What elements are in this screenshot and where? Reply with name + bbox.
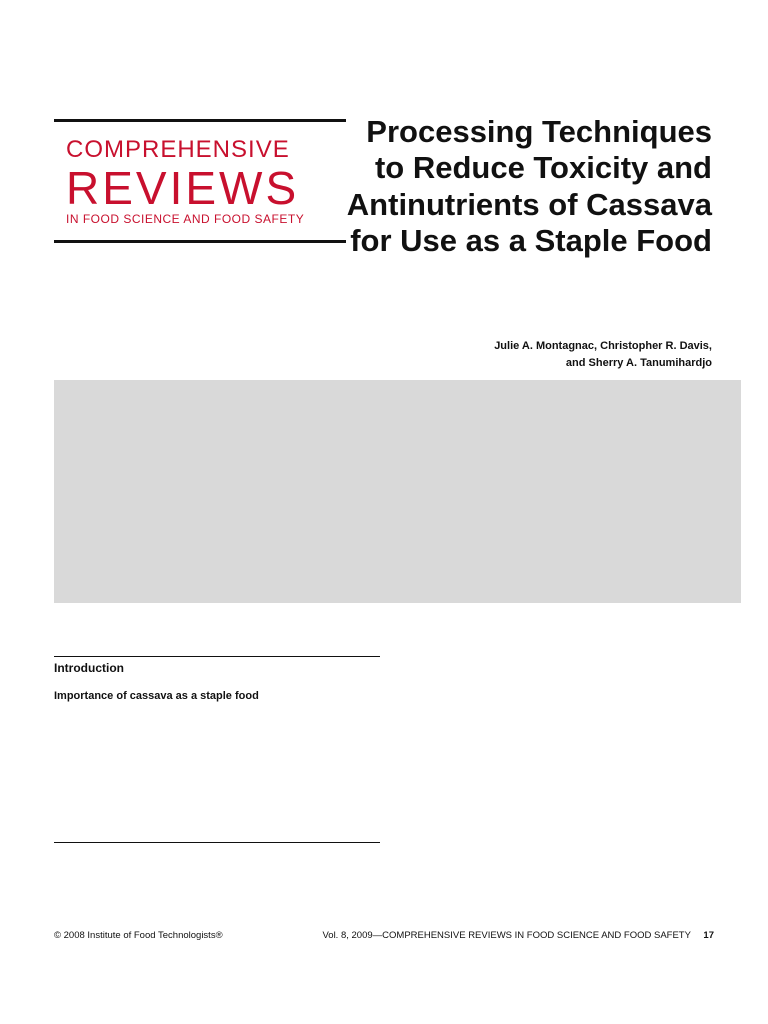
- article-title: Processing Techniques to Reduce Toxicity and Antinutrients of Cassava for Use as a Staple Food: [346, 114, 712, 258]
- author-line-2: and Sherry A. Tanumihardjo: [565, 356, 712, 369]
- abstract-box: [54, 380, 741, 603]
- footer-journal: [322, 930, 714, 941]
- page-footer: [54, 930, 714, 941]
- journal-logo: [54, 119, 346, 243]
- manuscript-notes: [54, 842, 380, 847]
- logo-line-comprehensive: COMPREHENSIVE: [66, 136, 290, 163]
- author-list: [352, 338, 712, 371]
- section-heading-introduction: Introduction: [54, 656, 380, 676]
- left-column: [54, 654, 380, 705]
- author-line-1: Julie A. Montagnac, Christopher R. Davis,: [494, 340, 712, 352]
- footer-copyright: © 2008 Institute of Food Technologists®: [54, 930, 223, 941]
- logo-line-reviews: REVIEWS: [66, 162, 300, 214]
- subsection-heading: Importance of cassava as a staple food: [54, 689, 259, 702]
- page-number: 17: [703, 930, 714, 941]
- footer-journal-name: Vol. 8, 2009—COMPREHENSIVE REVIEWS IN FOOD SCIENCE AND FOOD SAFETY: [322, 930, 691, 941]
- logo-line-subtitle: IN FOOD SCIENCE AND FOOD SAFETY: [66, 212, 305, 227]
